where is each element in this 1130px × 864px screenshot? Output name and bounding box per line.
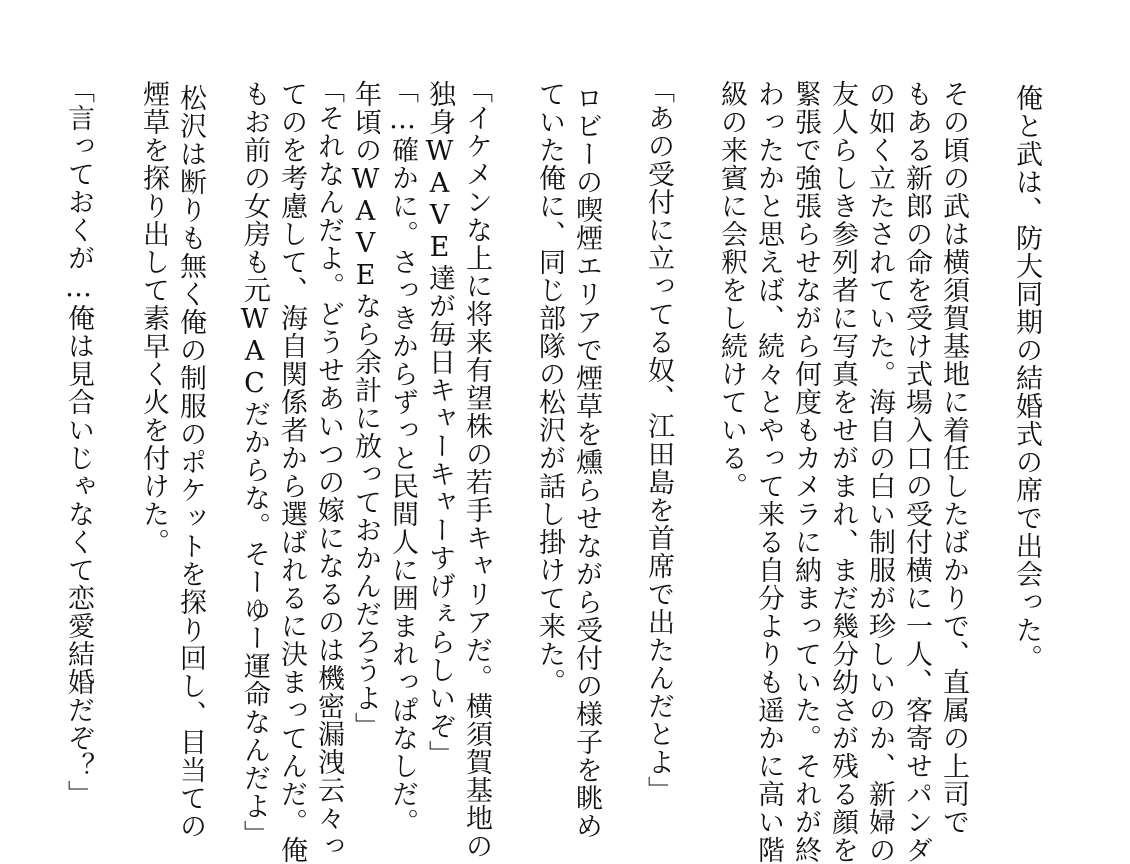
text-line: 松沢は断りも無く俺の制服のポケットを探り回し、目当ての bbox=[175, 84, 206, 840]
dialogue-line: てのを考慮して、海自関係者から選ばれるに決まってんだ。俺 bbox=[276, 80, 307, 864]
dialogue-line: 「イケメンな上に将来有望株の若手キャリアだ。横須賀基地の bbox=[461, 76, 492, 860]
text-line: わったかと思えば、続々とやって来る自分よりも遥かに高い階 bbox=[753, 80, 784, 864]
text-line: もある新郎の命を受け式場入口の受付横に一人、客寄せパンダ bbox=[901, 80, 932, 864]
dialogue-line: 「…確かに。さっきからずっと民間人に囲まれっぱなしだ。 bbox=[387, 76, 418, 836]
text-line: 煙草を探り出して素早く火を付けた。 bbox=[138, 80, 169, 556]
text-line: 友人らしき参列者に写真をせがまれ、まだ幾分幼さが残る顔を bbox=[827, 80, 858, 864]
dialogue-line: 「あの受付に立ってる奴、江田島を首席で出たんだとよ」 bbox=[643, 76, 674, 804]
dialogue-line: 「言っておくが…俺は見合いじゃなくて恋愛結婚だぞ？」 bbox=[63, 76, 94, 808]
dialogue-line: 「それなんだよ。どうせあいつの嫁になるのは機密漏洩云々っ bbox=[313, 76, 344, 860]
text-line: 緊張で強張らせながら何度もカメラに納まっていた。それが終 bbox=[790, 80, 821, 864]
text-line: その頃の武は横須賀基地に着任したばかりで、直属の上司で bbox=[938, 80, 969, 836]
dialogue-line: 独身WAVE達が毎日キャーキャーすげぇらしいぞ」 bbox=[424, 80, 455, 768]
dialogue-line: 年頃のWAVEなら余計に放っておかんだろうよ」 bbox=[350, 80, 381, 740]
dialogue-line: もお前の女房も元WACだからな。そーゆー運命なんだよ」 bbox=[239, 80, 270, 848]
text-line: の如く立たされていた。海自の白い制服が珍しいのか、新婦の bbox=[864, 80, 895, 864]
text-line: ロビーの喫煙エリアで煙草を燻らせながら受付の様子を眺め bbox=[571, 84, 602, 840]
text-line: 俺と武は、防大同期の結婚式の席で出会った。 bbox=[1011, 84, 1042, 672]
text-line: ていた俺に、同じ部隊の松沢が話し掛けて来た。 bbox=[534, 80, 565, 696]
text-line: 級の来賓に会釈をし続けている。 bbox=[716, 80, 747, 500]
